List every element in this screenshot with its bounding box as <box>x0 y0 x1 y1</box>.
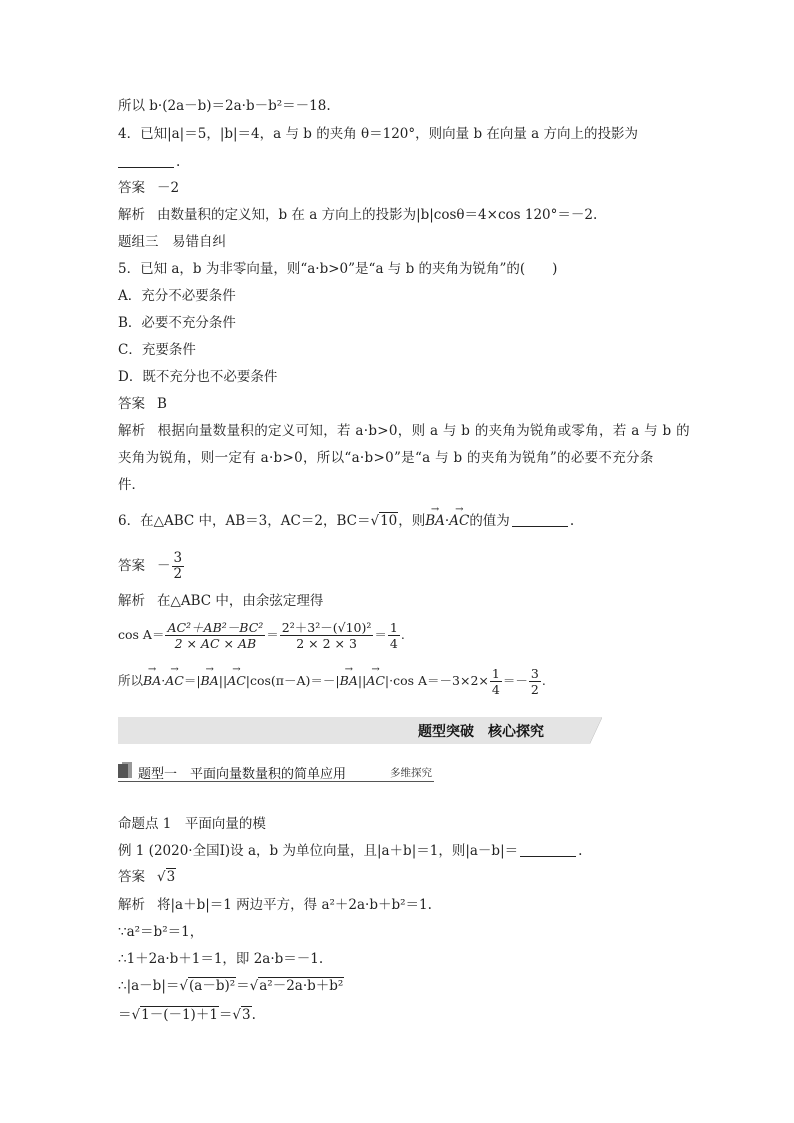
step-1: ∵a²＝b²＝1， <box>118 924 204 940</box>
answer-value: 3 <box>166 869 176 885</box>
answer-label: 答案 <box>118 396 145 412</box>
answer-label: 答案 <box>118 558 145 574</box>
option-a: A．充分不必要条件 <box>118 288 236 304</box>
analysis-text: 由数量积的定义知，b 在 a 方向上的投影为|b|cosθ＝4×cos 120°＝－2. <box>157 207 598 223</box>
step-2: ∴1＋2a·b＋1＝1，即 2a·b＝－1. <box>118 951 324 967</box>
vector-ac: → AC <box>449 511 469 531</box>
question-6-text-3: 的值为 <box>469 513 510 529</box>
fraction-1-4: $\frac{1}{4}$ <box>389 620 398 651</box>
section-banner <box>118 717 676 744</box>
analysis-text: 在△ABC 中，由余弦定理得 <box>157 593 324 609</box>
sub-topic-1: 命题点 1 平面向量的模 <box>118 816 266 832</box>
topic-title: 题型一 平面向量数量积的简单应用 <box>138 767 347 782</box>
example-1: 例 1 (2020·全国Ⅰ)设 a，b 为单位向量，且|a＋b|＝1，则|a－b|＝ . <box>118 843 583 859</box>
question-4-blank-line <box>118 152 180 172</box>
sqrt-symbol: √ <box>157 869 166 885</box>
question-6-text: 6．在△ABC 中，AB＝3，AC＝2，BC＝ <box>118 513 371 529</box>
answer-4 <box>118 178 179 198</box>
topic-tag: 多维探究 <box>390 767 432 779</box>
analysis-4 <box>118 205 597 225</box>
analysis-label: 解析 <box>118 593 145 609</box>
analysis-label: 解析 <box>118 423 146 439</box>
cosine-formula: cos A＝ $\frac{\text{AC²＋AB²－BC²}}{2 \times AC \times AB}$ ＝ $\frac{\text{2²＋3²－(√10)²}}{2 \times 2 \times 3}$ ＝ $\frac{1}{4}$ . <box>118 620 405 651</box>
line-result: 所以 b·(2a－b)＝2a·b－b²＝－18. <box>118 98 331 114</box>
banner-right-blank <box>602 717 676 744</box>
option-b: B．必要不充分条件 <box>118 315 236 331</box>
question-6 <box>118 511 574 531</box>
group-3-heading: 题组三 易错自纠 <box>118 234 226 250</box>
topic-heading-bar <box>118 762 434 782</box>
option-c: C．充要条件 <box>118 342 196 358</box>
dot-product-result: 所以→ BA·→ AC＝|→ BA||→ AC|cos(π－A)＝－|→ BA||→ AC|·cos A＝－3×2× $\frac{1}{4}$ ＝－ $\frac{3}{2}$ . <box>118 664 546 698</box>
step-4: ＝√1－(－1)＋1＝√3. <box>118 1007 256 1023</box>
analysis-6 <box>118 591 323 611</box>
answer-label: 答案 <box>118 869 145 885</box>
sqrt-symbol: √ <box>370 513 380 529</box>
analysis-5-line2: 夹角为锐角，则一定有 a·b>0，所以“a·b>0”是“a 与 b 的夹角为锐角”的必要不充分条 <box>118 450 654 466</box>
question-6-text-2: ，则 <box>398 513 426 529</box>
bookmark-icon <box>118 764 128 778</box>
answer-5 <box>118 394 167 414</box>
answer-ex1 <box>118 867 176 887</box>
analysis-label: 解析 <box>118 897 145 913</box>
answer-6 <box>118 548 185 584</box>
minus-sign: － <box>157 558 171 574</box>
topic-underline <box>118 781 434 782</box>
sqrt-value: 10 <box>380 513 398 529</box>
fraction-3-2: $\frac{3}{2}$ <box>530 666 539 697</box>
dot: · <box>444 513 450 529</box>
example-1-text: 例 1 (2020·全国Ⅰ)设 a，b 为单位向量，且|a＋b|＝1，则|a－b|＝ <box>118 843 519 859</box>
period: . <box>176 154 181 170</box>
answer-blank <box>512 512 568 527</box>
answer-value: －2 <box>157 180 180 196</box>
step-3: ∴|a－b|＝√(a－b)²＝√a²－2a·b＋b² <box>118 978 344 994</box>
fraction-cos-values: $\frac{\text{2²＋3²－(√10)²}}{2 \times 2 \times 3}$ <box>281 620 372 651</box>
answer-blank <box>520 842 576 857</box>
question-4: 4．已知|a|＝5，|b|＝4，a 与 b 的夹角 θ＝120°，则向量 b 在向量 a 方向上的投影为 <box>118 126 639 142</box>
fraction-3-2: $\frac{3}{2}$ <box>173 550 183 582</box>
analysis-5-line1 <box>118 421 690 441</box>
vector-ba: → BA <box>425 511 445 531</box>
fraction-1-4: $\frac{1}{4}$ <box>491 666 500 697</box>
analysis-text: 根据向量数量积的定义可知，若 a·b>0，则 a 与 b 的夹角为锐角或零角，若 a 与 b 的 <box>157 423 690 439</box>
answer-blank <box>118 153 174 168</box>
analysis-text: 将|a＋b|＝1 两边平方，得 a²＋2a·b＋b²＝1. <box>157 897 432 913</box>
option-d: D．既不充分也不必要条件 <box>118 369 278 385</box>
question-5: 5．已知 a，b 为非零向量，则“a·b>0”是“a 与 b 的夹角为锐角”的( ) <box>118 261 558 277</box>
vector-ac: → AC <box>165 664 184 698</box>
banner-slant-decoration <box>590 717 602 744</box>
answer-label: 答案 <box>118 180 145 196</box>
fraction-cos-def: $\frac{\text{AC²＋AB²－BC²}}{2 \times AC \times AB}$ <box>167 620 264 651</box>
analysis-5-line3: 件． <box>118 477 145 493</box>
banner-title: 题型突破 核心探究 <box>418 724 544 740</box>
answer-value: B <box>157 396 167 412</box>
analysis-label: 解析 <box>118 207 145 223</box>
analysis-ex1 <box>118 895 432 915</box>
vector-ba: → BA <box>143 664 161 698</box>
period: . <box>569 513 575 529</box>
